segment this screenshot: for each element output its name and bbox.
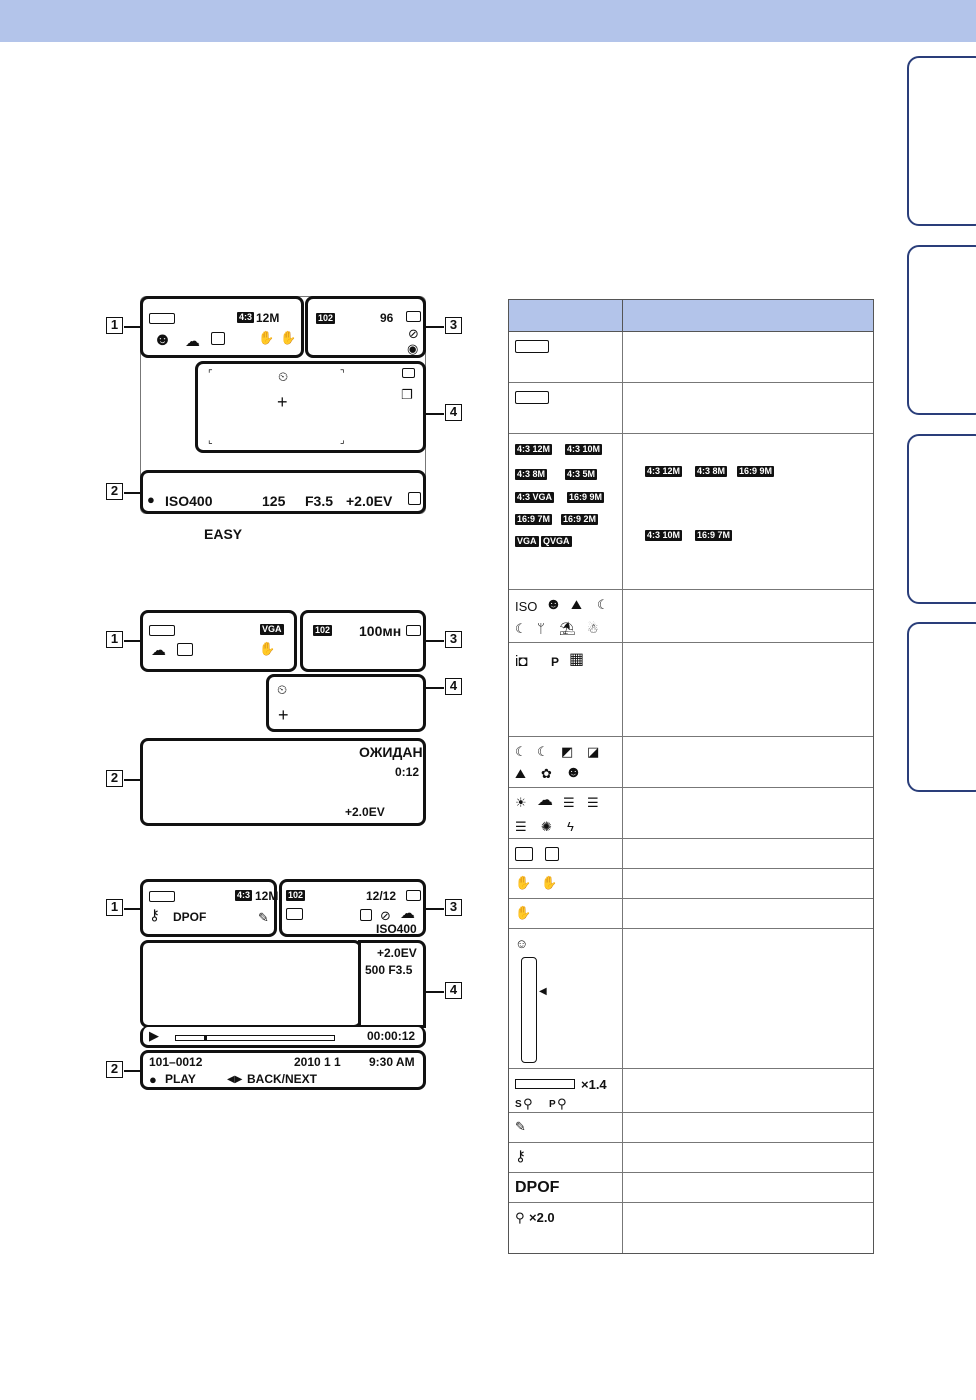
callout-1: 1 — [106, 317, 123, 334]
protect-key-icon: ⚷ — [515, 1148, 526, 1165]
callout-4: 4 — [445, 678, 462, 695]
center-cross-icon: + — [278, 705, 289, 725]
aspect-tag: 4:3 — [237, 890, 251, 900]
icon-table — [508, 299, 874, 1254]
size-tag: 16:9 9M — [569, 492, 603, 502]
table-header — [509, 300, 873, 332]
flash-wb-icon: ϟ — [567, 819, 574, 834]
iso-value: ISO400 — [376, 922, 417, 936]
playback-progress-bar[interactable] — [175, 1035, 335, 1041]
callout-line — [426, 687, 444, 689]
size-tag: 16:9 7M — [697, 530, 731, 540]
spot-metering-icon — [360, 909, 372, 921]
protect-pen-icon: ✎ — [258, 910, 269, 925]
screen3-panel-1 — [140, 879, 277, 937]
size-tag: 4:3 12M — [647, 466, 681, 476]
incandescent-icon: ✺ — [541, 819, 552, 834]
portrait-icon: ☻ — [565, 764, 582, 781]
file-number: 101–0012 — [149, 1055, 203, 1069]
battery-icon — [149, 625, 175, 636]
size-tag: 16:9 2M — [563, 514, 597, 524]
folder-tag: 102 — [318, 313, 334, 323]
image-size: 12M — [256, 311, 280, 325]
protect-key-icon: ⚷ — [149, 907, 160, 924]
play-icon: ▶ — [149, 1028, 159, 1043]
precision-zoom-icon: ⚲ — [557, 1096, 567, 1111]
screen1-panel-3 — [305, 296, 426, 358]
recording-date: 2010 1 1 — [294, 1055, 341, 1069]
spot-metering-icon — [211, 332, 225, 345]
standby-status: ОЖИДАН — [359, 744, 423, 760]
steadyshot-on-icon: ✋ — [258, 330, 275, 345]
cloudy-icon: ☁ — [185, 333, 200, 350]
iso-icon: ISO — [515, 599, 538, 614]
record-icon: ● — [147, 492, 155, 507]
callout-line — [124, 779, 140, 781]
iso-value: ISO400 — [165, 493, 213, 509]
table-row — [509, 332, 873, 383]
battery-empty-icon — [515, 391, 549, 404]
macro-icon: ✿ — [541, 766, 552, 781]
table-row — [509, 1173, 873, 1203]
side-tab-4[interactable] — [907, 622, 976, 792]
side-tab-1[interactable] — [907, 56, 976, 226]
shutter-aperture: 500 F3.5 — [365, 963, 413, 977]
memory-card-icon — [406, 625, 421, 636]
flash-off-icon: ⊘ — [408, 326, 419, 341]
playback-zoom-factor: ×2.0 — [529, 1210, 555, 1225]
screen3-panel-3 — [279, 879, 426, 937]
zoom-bar-icon — [515, 1079, 575, 1089]
timecode: 00:00:12 — [367, 1029, 416, 1043]
table-row — [509, 1069, 873, 1113]
table-row — [509, 869, 873, 899]
easy-caption: EASY — [204, 526, 243, 542]
aspect-tag: 4:3 — [239, 312, 253, 322]
screen2-panel-1 — [140, 610, 297, 672]
playback-progress-marker[interactable] — [204, 1036, 207, 1040]
size-tag: 4:3 8M — [697, 466, 726, 476]
cloudy-icon: ☁ — [400, 905, 415, 922]
callout-1: 1 — [106, 631, 123, 648]
exposure-value: +2.0EV — [377, 946, 417, 960]
folder-tag: 102 — [315, 625, 331, 635]
recording-clock: 9:30 AM — [369, 1055, 415, 1069]
protect-pen-icon: ✎ — [515, 1119, 526, 1134]
left-right-arrows-icon: ◀▶ — [227, 1074, 243, 1085]
table-row — [509, 737, 873, 788]
focus-frame-icon: ⌞ — [208, 435, 213, 446]
callout-3: 3 — [445, 631, 462, 648]
steadyshot-on-icon: ✋ — [515, 875, 532, 890]
battery-full-icon — [515, 340, 549, 353]
table-row — [509, 1113, 873, 1143]
side-tab-3[interactable] — [907, 434, 976, 604]
size-tag: 16:9 7M — [517, 514, 551, 524]
callout-line — [124, 908, 140, 910]
image-count: 12/12 — [366, 889, 397, 903]
smile-shutter-icon: ☺ — [515, 936, 529, 951]
vga-tag: VGA — [262, 624, 282, 634]
image-size: 12M — [255, 889, 279, 903]
battery-icon — [149, 313, 175, 324]
multi-metering-icon — [515, 847, 533, 861]
portrait-icon: ☻ — [545, 596, 562, 613]
landscape-icon: ⛰ — [571, 597, 582, 612]
twilight-icon: ☾ — [515, 621, 527, 636]
camera-shake-warning-icon: ✋ — [280, 330, 297, 345]
cloudy-icon: ☁ — [537, 792, 553, 809]
memory-card-icon — [406, 311, 421, 322]
focus-frame-icon: ⌜ — [208, 369, 213, 380]
size-tag: VGA — [517, 536, 537, 546]
self-timer-icon: ⏲ — [278, 369, 289, 384]
playback-zoom-icon: ⚲ — [515, 1210, 525, 1225]
size-tag: 4:3 12M — [517, 444, 551, 454]
callout-line — [426, 640, 444, 642]
portrait-icon: ☻ — [153, 329, 172, 349]
smart-zoom-icon: ⚲ — [523, 1096, 533, 1111]
burst-icon: ❐ — [401, 387, 413, 402]
table-row — [509, 643, 873, 737]
backlight-icon: ◩ — [561, 744, 574, 759]
recording-time: 0:12 — [395, 765, 420, 779]
callout-4: 4 — [445, 404, 462, 421]
twilight-portrait-icon: ☾ — [537, 744, 549, 759]
twilight-portrait-icon: ☾ — [597, 597, 609, 612]
size-tag: QVGA — [543, 536, 570, 546]
screen2-panel-3 — [300, 610, 426, 672]
smile-sensitivity-meter-icon — [521, 957, 537, 1063]
program-icon: P — [551, 655, 560, 669]
fluorescent-2-icon: ☰ — [587, 795, 599, 810]
callout-line — [124, 326, 140, 328]
size-tag: 4:3 10M — [567, 444, 601, 454]
focus-frame-icon: ⌝ — [340, 369, 345, 380]
back-next-label: BACK/NEXT — [247, 1072, 318, 1086]
table-row — [509, 1203, 873, 1253]
callout-line — [426, 991, 444, 993]
intelligent-auto-icon: i◘ — [515, 653, 528, 670]
callout-4: 4 — [445, 982, 462, 999]
table-row — [509, 899, 873, 929]
exposure-value: +2.0EV — [345, 805, 385, 819]
screen3-panel-2 — [140, 1050, 426, 1090]
steadyshot-off-icon: ✋ — [541, 875, 558, 890]
spot-metering-icon — [545, 847, 559, 861]
gourmet-icon: ᛘ — [537, 621, 545, 636]
table-row — [509, 788, 873, 839]
folder-tag: 102 — [288, 890, 304, 900]
side-tab-2[interactable] — [907, 245, 976, 415]
cloudy-icon: ☁ — [151, 642, 166, 659]
screen3-progress-panel — [140, 1026, 426, 1048]
daylight-icon: ☀ — [515, 795, 527, 810]
callout-1: 1 — [106, 899, 123, 916]
screen2-panel-2 — [140, 738, 426, 826]
af-lock-icon — [408, 492, 421, 505]
callout-3: 3 — [445, 899, 462, 916]
battery-icon — [149, 891, 175, 902]
callout-line — [426, 326, 444, 328]
center-cross-icon: + — [277, 392, 288, 412]
screen1-panel-4 — [195, 361, 426, 453]
fluorescent-3-icon: ☰ — [515, 819, 527, 834]
size-tag: 4:3 5M — [567, 469, 596, 479]
table-row — [509, 383, 873, 434]
face-detection-off-icon — [402, 368, 415, 378]
memory-card-icon — [406, 890, 421, 901]
callout-2: 2 — [106, 770, 123, 787]
aperture-value: F3.5 — [305, 493, 334, 509]
callout-line — [124, 1070, 140, 1072]
smart-zoom-label: S — [515, 1099, 522, 1110]
histogram-icon — [286, 908, 303, 920]
play-label: PLAY — [165, 1072, 196, 1086]
twilight-icon: ☾ — [515, 744, 527, 759]
callout-line — [426, 908, 444, 910]
callout-2: 2 — [106, 483, 123, 500]
size-tag: 4:3 VGA — [517, 492, 553, 502]
flash-off-icon: ⊘ — [380, 908, 391, 923]
screen2-panel-4 — [266, 674, 426, 732]
size-tag: 4:3 10M — [647, 530, 681, 540]
remaining-time: 100мн — [359, 623, 402, 639]
screen1-panel-1 — [140, 296, 304, 358]
table-row — [509, 590, 873, 643]
beach-icon: ⛱ — [559, 621, 576, 636]
callout-2: 2 — [106, 1061, 123, 1078]
table-row — [509, 1143, 873, 1173]
record-icon: ● — [149, 1072, 157, 1087]
movie-icon: ▦ — [569, 651, 585, 668]
backlight-portrait-icon: ◪ — [587, 744, 600, 759]
screen1-panel-2 — [140, 470, 426, 514]
size-tag: 4:3 8M — [517, 469, 546, 479]
exposure-value: +2.0EV — [346, 493, 393, 509]
multi-metering-icon — [177, 643, 193, 656]
snow-icon: ☃ — [587, 621, 599, 636]
table-row — [509, 434, 873, 590]
callout-3: 3 — [445, 317, 462, 334]
size-tag: 16:9 9M — [739, 466, 773, 476]
smile-level-marker-icon: ◀ — [539, 986, 547, 997]
precision-zoom-label: P — [549, 1099, 556, 1110]
red-eye-icon: ◉ — [407, 341, 419, 356]
callout-line — [124, 640, 140, 642]
zoom-factor: ×1.4 — [581, 1077, 607, 1092]
focus-frame-icon: ⌟ — [340, 435, 345, 446]
steadyshot-auto-icon: ✋ — [259, 641, 276, 656]
screen3-panel-4 — [358, 940, 426, 1028]
camera-shake-warning-icon: ✋ — [515, 905, 532, 920]
header-bar — [0, 0, 976, 42]
callout-line — [426, 413, 444, 415]
remaining-count: 96 — [380, 311, 394, 325]
callout-line — [124, 492, 140, 494]
self-timer-icon: ⏲ — [277, 682, 288, 697]
shutter-speed: 125 — [262, 493, 286, 509]
fluorescent-1-icon: ☰ — [563, 795, 575, 810]
table-row — [509, 839, 873, 869]
dpof-label: DPOF — [173, 910, 207, 924]
screen3-panel-main — [140, 940, 362, 1028]
landscape-icon: ⛰ — [515, 766, 526, 781]
dpof-label: DPOF — [515, 1179, 560, 1196]
table-row — [509, 929, 873, 1069]
